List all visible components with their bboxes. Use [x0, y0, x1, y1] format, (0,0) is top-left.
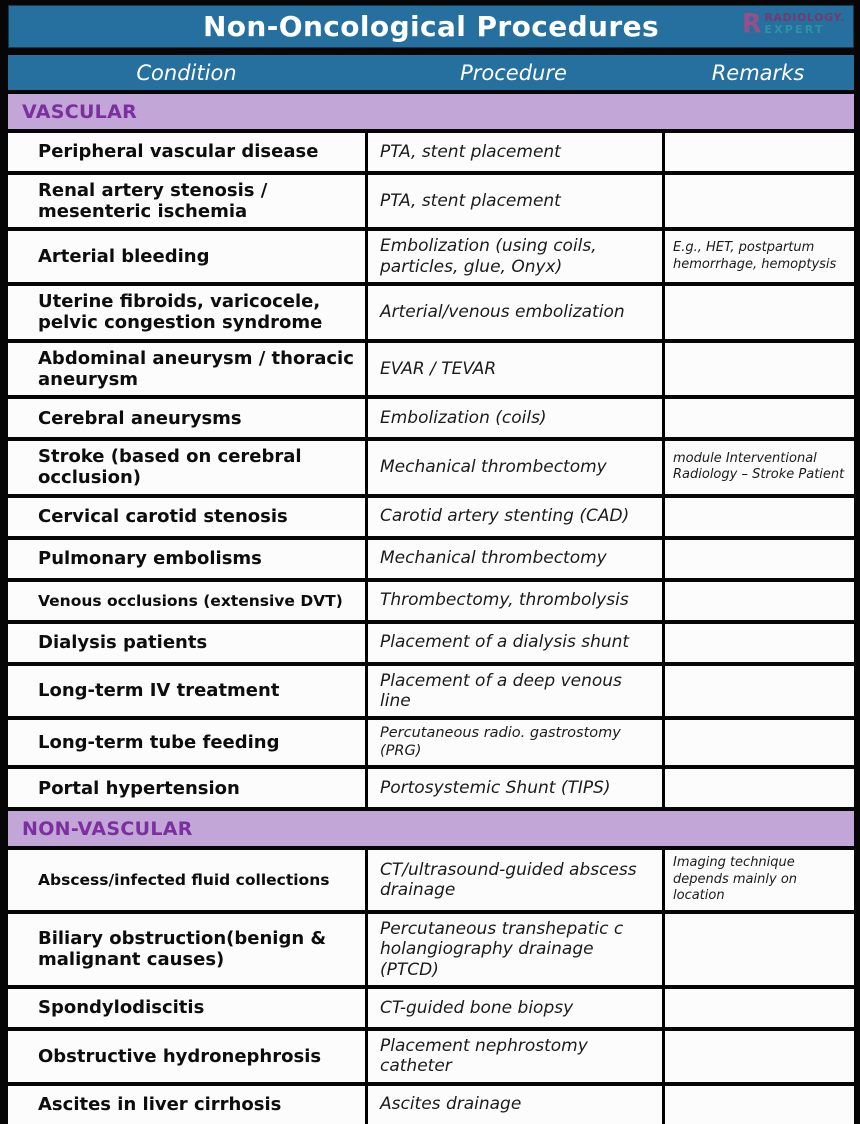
table-row [8, 769, 854, 807]
remarks-cell [662, 624, 854, 662]
condition-cell [8, 231, 365, 282]
remarks-cell [662, 1086, 854, 1124]
procedure-text: CT-guided bone biopsy [380, 997, 574, 1018]
condition-cell [8, 914, 365, 985]
procedure-cell [365, 399, 662, 437]
remarks-text: Imaging technique depends mainly on location [673, 855, 798, 904]
remarks-cell [662, 498, 854, 536]
remarks-cell [662, 399, 854, 437]
table-row [8, 624, 854, 662]
brand-logo [742, 8, 845, 39]
condition-text: Biliary obstruction(benign & malignant causes) [38, 928, 327, 971]
brand-text [764, 12, 845, 35]
procedure-cell [365, 231, 662, 282]
brand-line-2: EXPERT [764, 22, 825, 36]
procedure-text: Mechanical thrombectomy [380, 548, 607, 569]
procedure-text: CT/ultrasound-guided abscess drainage [380, 859, 637, 900]
condition-cell [8, 133, 365, 171]
table-row [8, 582, 854, 620]
condition-cell [8, 582, 365, 620]
table-row [8, 540, 854, 578]
radiology-expert-logo-icon: R [742, 8, 762, 39]
procedure-text: Thrombectomy, thrombolysis [380, 590, 629, 611]
condition-cell [8, 175, 365, 227]
remarks-cell [662, 666, 854, 717]
column-header-condition: Condition [136, 60, 237, 85]
condition-cell [8, 666, 365, 717]
remarks-cell [662, 231, 854, 282]
condition-cell [8, 1086, 365, 1124]
procedure-cell [365, 582, 662, 620]
remarks-cell [662, 1031, 854, 1082]
condition-cell [8, 850, 365, 910]
condition-text: Pulmonary embolisms [38, 548, 262, 570]
table-row [8, 286, 854, 338]
remarks-cell [662, 441, 854, 493]
procedure-text: Portosystemic Shunt (TIPS) [380, 778, 611, 799]
condition-text: Cervical carotid stenosis [38, 506, 288, 528]
procedure-text: Ascites drainage [380, 1094, 522, 1115]
procedure-text: Carotid artery stenting (CAD) [380, 506, 630, 527]
remarks-cell [662, 540, 854, 578]
remarks-cell [662, 343, 854, 395]
condition-text: Uterine fibroids, varicocele, pelvic congestion syndrome [38, 291, 323, 334]
remarks-cell [662, 720, 854, 765]
condition-text: Abdominal aneurysm / thoracic aneurysm [38, 347, 354, 390]
procedure-cell [365, 498, 662, 536]
condition-cell [8, 441, 365, 493]
procedure-text: PTA, stent placement [380, 141, 561, 162]
condition-text: Abscess/infected fluid collections [38, 870, 330, 889]
procedure-cell [365, 720, 662, 765]
procedure-text: Embolization (coils) [380, 407, 547, 428]
procedure-cell [365, 624, 662, 662]
page-title: Non-Oncological Procedures [202, 10, 660, 43]
table-row [8, 441, 854, 493]
column-header-remarks: Remarks [711, 60, 805, 85]
table-row [8, 498, 854, 536]
procedure-text: EVAR / TEVAR [380, 358, 497, 379]
column-header-procedure: Procedure [460, 60, 567, 85]
procedure-cell [365, 540, 662, 578]
procedure-text: PTA, stent placement [380, 191, 561, 212]
table-row [8, 343, 854, 395]
condition-cell [8, 989, 365, 1027]
condition-text: Obstructive hydronephrosis [38, 1045, 322, 1067]
procedure-text: Arterial/venous embolization [380, 302, 625, 323]
condition-text: Ascites in liver cirrhosis [38, 1094, 282, 1116]
condition-cell [8, 498, 365, 536]
procedure-cell [365, 286, 662, 338]
procedure-cell [365, 175, 662, 227]
procedure-cell [365, 769, 662, 807]
remarks-cell [662, 133, 854, 171]
section-label: VASCULAR [22, 100, 138, 123]
condition-cell [8, 624, 365, 662]
remarks-cell [662, 914, 854, 985]
remarks-text: E.g., HET, postpartum hemorrhage, hemoptysis [673, 240, 837, 272]
table-row [8, 175, 854, 227]
table-row [8, 850, 854, 910]
table-row [8, 914, 854, 985]
procedure-cell [365, 343, 662, 395]
condition-cell [8, 343, 365, 395]
remarks-text: module Interventional Radiology – Stroke Patient [673, 450, 845, 483]
remarks-cell [662, 850, 854, 910]
remarks-cell [662, 175, 854, 227]
procedure-cell [365, 441, 662, 493]
condition-text: Cerebral aneurysms [38, 407, 242, 429]
condition-text: Long-term IV treatment [38, 680, 280, 702]
section-header-vascular [8, 94, 854, 129]
procedure-text: Percutaneous radio. gastrostomy (PRG) [380, 725, 621, 759]
procedure-text: Mechanical thrombectomy [380, 457, 607, 478]
condition-text: Renal artery stenosis / mesenteric ischemia [38, 180, 268, 223]
procedure-cell [365, 989, 662, 1027]
table-body [8, 94, 854, 1124]
condition-text: Spondylodiscitis [38, 997, 205, 1019]
remarks-cell [662, 989, 854, 1027]
condition-cell [8, 720, 365, 765]
condition-text: Arterial bleeding [38, 246, 210, 268]
condition-text: Portal hypertension [38, 777, 240, 799]
condition-text: Venous occlusions (extensive DVT) [38, 591, 343, 610]
condition-text: Dialysis patients [38, 632, 208, 654]
condition-text: Peripheral vascular disease [38, 141, 319, 163]
procedure-cell [365, 1031, 662, 1082]
procedure-cell [365, 1086, 662, 1124]
condition-cell [8, 399, 365, 437]
condition-cell [8, 769, 365, 807]
procedure-text: Embolization (using coils, particles, glue, Onyx) [380, 236, 597, 277]
table-row [8, 666, 854, 717]
procedure-text: Placement of a dialysis shunt [380, 632, 630, 653]
section-header-non-vascular [8, 811, 854, 846]
procedure-text: Percutaneous transhepatic c holangiography drainage (PTCD) [380, 918, 624, 980]
table-row [8, 133, 854, 171]
column-header-row [8, 55, 854, 90]
table-row [8, 1031, 854, 1082]
condition-cell [8, 286, 365, 338]
section-label: NON-VASCULAR [22, 817, 193, 840]
table-row [8, 1086, 854, 1124]
procedure-cell [365, 133, 662, 171]
table-row [8, 399, 854, 437]
procedure-cell [365, 666, 662, 717]
procedure-text: Placement nephrostomy catheter [380, 1035, 588, 1077]
brand-line-1: RADIOLOGY. [764, 10, 845, 24]
procedure-cell [365, 850, 662, 910]
condition-cell [8, 540, 365, 578]
condition-text: Stroke (based on cerebral occlusion) [38, 446, 302, 489]
condition-cell [8, 1031, 365, 1082]
condition-text: Long-term tube feeding [38, 732, 280, 754]
remarks-cell [662, 769, 854, 807]
remarks-cell [662, 582, 854, 620]
procedure-cell [365, 914, 662, 985]
table-row [8, 231, 854, 282]
remarks-cell [662, 286, 854, 338]
title-bar [8, 5, 854, 48]
table-row [8, 989, 854, 1027]
procedure-text: Placement of a deep venous line [380, 670, 622, 712]
table-row [8, 720, 854, 765]
